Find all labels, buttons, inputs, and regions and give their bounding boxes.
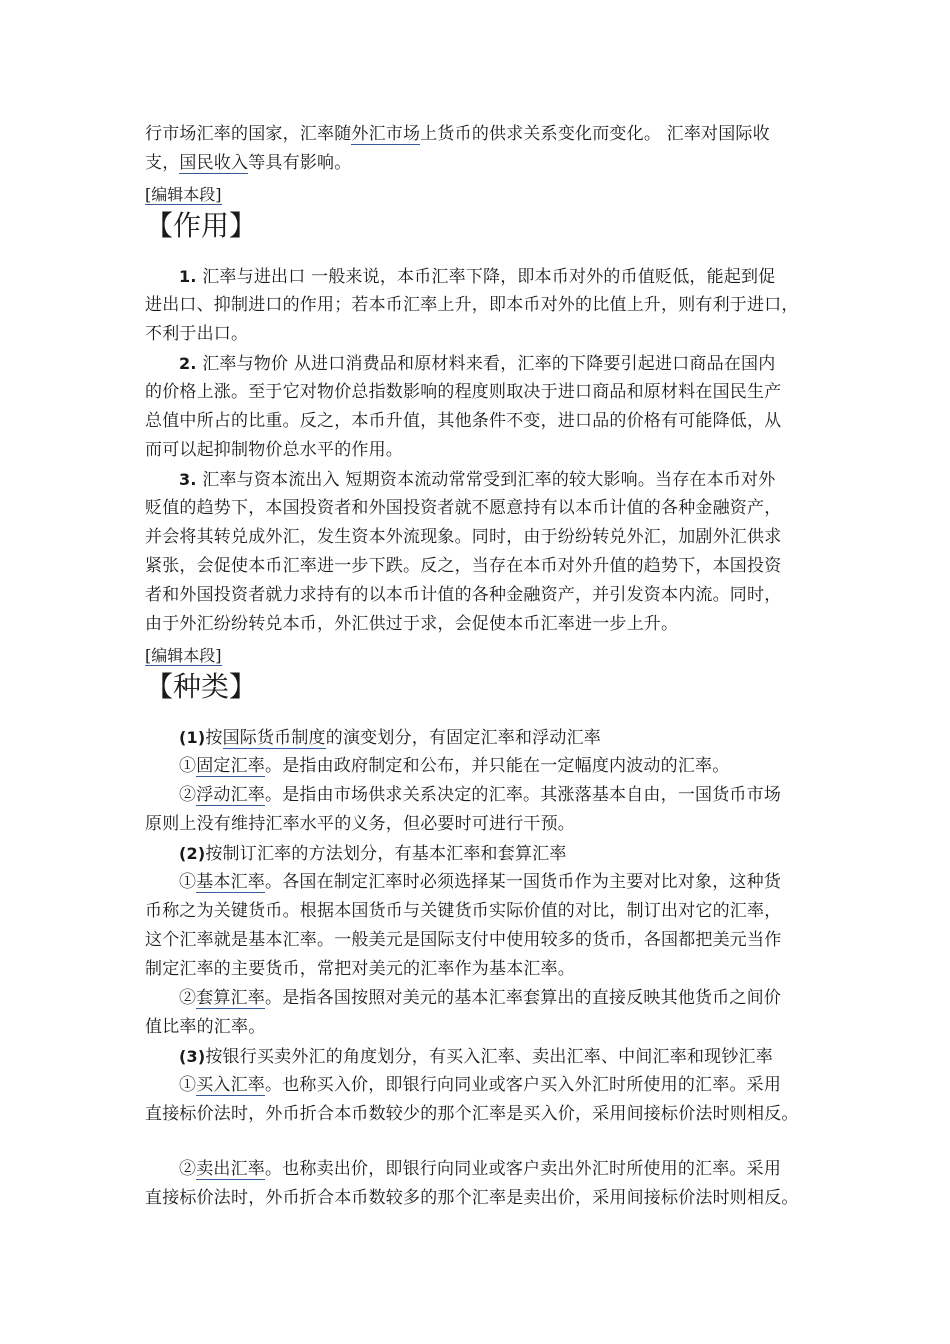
- text: 。是指各国按照对美元的基本汇率套算出的直接反映其他货币之间价: [265, 988, 782, 1008]
- link-floating-rate[interactable]: 浮动汇率: [196, 785, 266, 805]
- paragraph-line: 者和外国投资者就力求持有的以本币计值的各种金融资产，并引发资本内流。同时，: [145, 585, 782, 605]
- paragraph-line: 直接标价法时，外币折合本币数较少的那个汇率是买入价，采用间接标价法时则相反。: [145, 1104, 799, 1124]
- marker: ②: [179, 785, 197, 805]
- paragraph-line: 由于外汇纷纷转兑本币，外汇供过于求，会促使本币汇率进一步上升。: [145, 614, 679, 634]
- list-item: [145, 984, 807, 1013]
- paragraph-line: 并会将其转兑成外汇，发生资本外流现象。同时，由于纷纷转兑外汇，加剧外汇供求: [145, 527, 782, 547]
- paragraph-line: 币称之为关键货币。根据本国货币与关键货币实际价值的对比，制订出对它的汇率，: [145, 901, 782, 921]
- paragraph-line: 直接标价法时，外币折合本币数较多的那个汇率是卖出价，采用间接标价法时则相反。: [145, 1188, 799, 1208]
- text: 汇率与进出口 一般来说，本币汇率下降，即本币对外的币值贬低，能起到促: [196, 267, 776, 287]
- paragraph-line: 这个汇率就是基本汇率。一般美元是国际支付中使用较多的货币，各国都把美元当作: [145, 930, 782, 950]
- marker: ①: [179, 872, 197, 892]
- link-basic-rate[interactable]: 基本汇率: [196, 872, 266, 892]
- category-heading: [145, 1042, 807, 1071]
- text: 按: [205, 728, 223, 748]
- paragraph-line: 值比率的汇率。: [145, 1017, 266, 1037]
- text: 按银行买卖外汇的角度划分，有买入汇率、卖出汇率、中间汇率和现钞汇率: [205, 1047, 773, 1067]
- paragraph-line: 原则上没有维持汇率水平的义务，但必要时可进行干预。: [145, 814, 575, 834]
- list-item: [145, 1071, 807, 1100]
- text: 支，: [145, 153, 180, 173]
- edit-section-link[interactable]: [145, 645, 807, 667]
- paragraph-line: 总值中所占的比重。反之，本币升值，其他条件不变，进口品的价格有可能降低，从: [145, 411, 782, 431]
- paragraph-line: [145, 262, 807, 291]
- item-number: 1.: [179, 267, 197, 286]
- document-page: [145, 120, 807, 1213]
- link-cross-rate[interactable]: 套算汇率: [196, 988, 266, 1008]
- paragraph-line: 而可以起抑制物价总水平的作用。: [145, 440, 403, 460]
- paragraph-line: 的价格上涨。至于它对物价总指数影响的程度则取决于进口商品和原材料在国民生产: [145, 382, 782, 402]
- marker: ①: [179, 1075, 197, 1095]
- item-number: (3): [179, 1047, 206, 1066]
- list-item: [145, 1155, 807, 1184]
- text: 上货币的供求关系变化而变化。 汇率对国际收: [420, 124, 770, 144]
- link-intl-monetary-system[interactable]: 国际货币制度: [222, 728, 326, 748]
- text: 。是指由市场供求关系决定的汇率。其涨落基本自由，一国货币市场: [265, 785, 782, 805]
- link-buying-rate[interactable]: 买入汇率: [196, 1075, 266, 1095]
- marker: ①: [179, 756, 197, 776]
- text: 按制订汇率的方法划分，有基本汇率和套算汇率: [205, 844, 567, 864]
- section-title-zuoyong: 【作用】: [145, 209, 258, 242]
- paragraph-line: 不利于出口。: [145, 324, 249, 344]
- category-heading: [145, 723, 807, 752]
- paragraph-line: 制定汇率的主要货币，常把对美元的汇率作为基本汇率。: [145, 959, 575, 979]
- paragraph-line: 紧张，会促使本币汇率进一步下跌。反之，当存在本币对外升值的趋势下，本国投资: [145, 556, 782, 576]
- item-number: (1): [179, 728, 206, 747]
- edit-link[interactable]: [编辑本段]: [145, 185, 222, 204]
- list-item: [145, 752, 807, 781]
- section-title-zhonglei: 【种类】: [145, 670, 258, 703]
- text: 汇率与资本流出入 短期资本流动常常受到汇率的较大影响。当存在本币对外: [196, 470, 776, 490]
- intro-line-2: [145, 149, 807, 178]
- text: 汇率与物价 从进口消费品和原材料来看，汇率的下降要引起进口商品在国内: [196, 354, 776, 374]
- text: 的演变划分，有固定汇率和浮动汇率: [325, 728, 601, 748]
- link-fixed-rate[interactable]: 固定汇率: [196, 756, 266, 776]
- paragraph-line: [145, 349, 807, 378]
- intro-line-1: [145, 120, 807, 149]
- text: 等具有影响。: [248, 153, 352, 173]
- category-heading: [145, 839, 807, 868]
- link-selling-rate[interactable]: 卖出汇率: [196, 1159, 266, 1179]
- link-forex-market[interactable]: 外汇市场: [351, 124, 421, 144]
- edit-section-link[interactable]: [145, 184, 807, 206]
- paragraph-line: 贬值的趋势下，本国投资者和外国投资者就不愿意持有以本币计值的各种金融资产，: [145, 498, 782, 518]
- paragraph-line: [145, 465, 807, 494]
- link-national-income[interactable]: 国民收入: [179, 153, 249, 173]
- text: 。也称买入价，即银行向同业或客户买入外汇时所使用的汇率。采用: [265, 1075, 782, 1095]
- item-number: 3.: [179, 470, 197, 489]
- paragraph-line: 进出口、抑制进口的作用；若本币汇率上升，即本币对外的比值上升，则有利于进口，: [145, 295, 799, 315]
- text: 。是指由政府制定和公布，并只能在一定幅度内波动的汇率。: [265, 756, 730, 776]
- marker: ②: [179, 1159, 197, 1179]
- item-number: (2): [179, 844, 206, 863]
- list-item: [145, 868, 807, 897]
- text: 。各国在制定汇率时必须选择某一国货币作为主要对比对象，这种货: [265, 872, 782, 892]
- marker: ②: [179, 988, 197, 1008]
- list-item: [145, 781, 807, 810]
- text: 行市场汇率的国家，汇率随: [145, 124, 352, 144]
- text: 。也称卖出价，即银行向同业或客户卖出外汇时所使用的汇率。采用: [265, 1159, 782, 1179]
- edit-link[interactable]: [编辑本段]: [145, 646, 222, 665]
- item-number: 2.: [179, 354, 197, 373]
